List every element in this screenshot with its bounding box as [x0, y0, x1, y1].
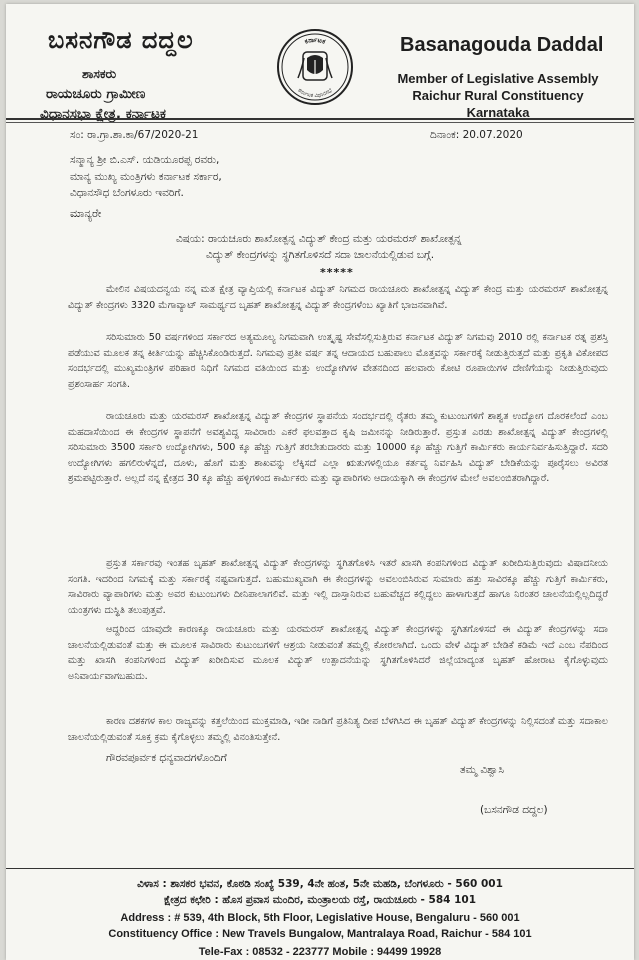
state-en: Karnataka	[466, 105, 530, 120]
constituency-en: Raichur Rural Constituency	[412, 88, 584, 103]
signature-name: (ಬಸನಗೌಡ ದದ್ದಲ)	[480, 804, 548, 816]
body-paragraph-5: ಆದ್ದರಿಂದ ಯಾವುದೇ ಕಾರಣಕ್ಕೂ ರಾಯಚೂರು ಮತ್ತು ಯರಮರಸ್ ಶಾಖೋತ್ಪನ್ನ ವಿದ್ಯುತ್ ಕೇಂದ್ರಗಳನ್ನು ಸ್ಥಗಿತಗೊಳಿಸದೆ ಈ ವಿದ್ಯುತ್ ಕೇಂದ್ರಗಳನ್ನು ಸದಾ ಚಾಲನೆಯಲ್ಲಿಡುವಂತೆ ಮತ್ತು ಈ ಮೂಲಕ ಸಾವಿರಾರು ಕುಟುಂಬಗಳಿಗೆ ಆಶ್ರಯ ನೀಡುವಂತೆ ತಮ್ಮಲ್ಲಿ ಕೋರಲಾಗಿದೆ. ಒಂದು ವೇಳೆ ವಿದ್ಯುತ್ ಬೇಡಿಕೆ ಕಡಿಮೆ ಇದೆ ಎಂಬ ನೆಪದಿಂದ ಮತ್ತು ಖಾಸಗಿ ಕಂಪನಿಗಳಿಂದ ವಿದ್ಯುತ್ ಖರೀದಿಸುವ ಮೂಲಕ ವಿದ್ಯುತ್ ಉತ್ಪಾದನೆಯನ್ನು ಸ್ಥಗಿತಗೊಳಿಸಿದರೆ ಜಿಲ್ಲೆಯಾದ್ಯಂತ ಬೃಹತ್ ಹೋರಾಟ ಕೈಗೊಳ್ಳುವುದು ಅನಿವಾರ್ಯವಾಗಬಹುದು.	[68, 624, 608, 682]
footer-office-kn: ಕ್ಷೇತ್ರದ ಕಛೇರಿ : ಹೊಸ ಪ್ರವಾಸ ಮಂದಿರ, ಮಂತ್ರಾಲಯ ರಸ್ತೆ, ರಾಯಚೂರು - 584 101	[163, 894, 477, 906]
separator-stars: *****	[320, 266, 354, 279]
addressee-line: ಸನ್ಮಾನ್ಯ ಶ್ರೀ ಬಿ.ಎಸ್. ಯಡಿಯೂರಪ್ಪ ರವರು,	[70, 154, 220, 166]
body-paragraph-6: ಕಾರಣ ದಶಕಗಳ ಕಾಲ ರಾಜ್ಯವನ್ನು ಕತ್ತಲೆಯಿಂದ ಮುಕ್ತಮಾಡಿ, ಇಡೀ ನಾಡಿಗೆ ಪ್ರತಿನಿತ್ಯ ದೀಪ ಬೆಳಗಿಸಿದ ಈ ಬೃಹತ್ ವಿದ್ಯುತ್ ಕೇಂದ್ರಗಳನ್ನು ನಿಲ್ಲಿಸದಂತೆ ಮತ್ತು ಸದಾಕಾಲ ಚಾಲನೆಯಲ್ಲಿಡುವಂತೆ ಸೂಕ್ತ ಕ್ರಮ ಕೈಗೊಳ್ಳಲು ತಮ್ಮಲ್ಲಿ ವಿನಂತಿಸುತ್ತೇನೆ.	[68, 716, 608, 743]
region-kn: ವಿಧಾನಸಭಾ ಕ್ಷೇತ್ರ, ಕರ್ನಾಟಕ	[40, 106, 166, 122]
letterhead-english	[388, 34, 628, 120]
header-divider	[6, 118, 634, 120]
subject-block	[176, 231, 596, 263]
salutation: ಮಾನ್ಯರೇ	[70, 207, 102, 220]
emblem-bottom-text: ಕರ್ನಾಟಕ ವಿಧಾನಸಭೆ	[296, 87, 334, 100]
body-paragraph-2: ಸರಿಸುಮಾರು 50 ವರ್ಷಗಳಿಂದ ಸರ್ಕಾರದ ಅತ್ಯಮೂಲ್ಯ ನಿಗಮವಾಗಿ ಉತ್ಕೃಷ್ಟ ಸೇವೆಸಲ್ಲಿಸುತ್ತಿರುವ ಕರ್ನಾಟಕ ವಿದ್ಯುತ್ ನಿಗಮವು 2010 ರಲ್ಲಿ ಕರ್ನಾಟಕ ರತ್ನ ಪ್ರಶಸ್ತಿ ಪಡೆಯುವ ಮೂಲಕ ತನ್ನ ಕೀರ್ತಿಯನ್ನು ಹೆಚ್ಚಿಸಿಕೊಂಡಿರುತ್ತದೆ. ನಿಗಮವು ಪ್ರತೀ ವರ್ಷ ತನ್ನ ಆದಾಯದ ಬಹುಪಾಲು ಮೊತ್ತವನ್ನು ಸರ್ಕಾರಕ್ಕೆ ನೀಡುತ್ತಿರುತ್ತದೆ ಮತ್ತು ಪ್ರಕೃತಿ ವಿಕೋಪದ ಸಂದರ್ಭದಲ್ಲಿ ಮುಖ್ಯಮಂತ್ರಿಗಳ ಪರಿಹಾರ ನಿಧಿಗೆ ನಿಗಮದ ವತಿಯಿಂದ ಮತ್ತು ಉದ್ಯೋಗಿಗಳ ವೇತನದಿಂದ ಹಲವಾರು ಕೋಟಿ ರೂಪಾಯಿಗಳ ದೇಣಿಗೆಯನ್ನು ನೀಡುತ್ತಿರುವುದು ಪ್ರಶಂಸಾರ್ಹ ಸಂಗತಿ.	[68, 332, 608, 390]
reference-number: ಸಂ: ರಾ.ಗ್ರಾ.ಶಾ.ಕಾ/67/2020-21	[70, 129, 199, 141]
subject-line: ವಿದ್ಯುತ್ ಕೇಂದ್ರಗಳನ್ನು ಸ್ಥಗಿತಗೊಳಿಸದೆ ಸದಾ ಚಾಲನೆಯಲ್ಲಿಡುವ ಬಗ್ಗೆ.	[206, 249, 435, 261]
letter-date: ದಿನಾಂಕ: 20.07.2020	[430, 129, 523, 141]
mla-title-kn: ಶಾಸಕರು	[82, 66, 117, 81]
footer-divider	[6, 868, 634, 869]
constituency-kn: ರಾಯಚೂರು ಗ್ರಾಮೀಣ	[46, 86, 146, 102]
addressee-line: ಮಾನ್ಯ ಮುಖ್ಯ ಮಂತ್ರಿಗಳು ಕರ್ನಾಟಕ ಸರ್ಕಾರ,	[70, 170, 222, 183]
body-paragraph-3: ರಾಯಚೂರು ಮತ್ತು ಯರಮರಸ್ ಶಾಖೋತ್ಪನ್ನ ವಿದ್ಯುತ್ ಕೇಂದ್ರಗಳ ಸ್ಥಾಪನೆಯ ಸಂದರ್ಭದಲ್ಲಿ ರೈತರು ತಮ್ಮ ಕುಟುಂಬಗಳಿಗೆ ಶಾಶ್ವತ ಉದ್ಯೋಗ ದೊರಕಲೆಂದೆ ಎಂಬ ಮಹದಾಸೆಯಿಂದ ಈ ಕೇಂದ್ರಗಳ ಸ್ಥಾಪನೆಗೆ ಅವಶ್ಯವಿದ್ದ ಸಾವಿರಾರು ಎಕರೆ ಫಲವತ್ತಾದ ಕೃಷಿ ಜಮೀನನ್ನು ನೀಡಿರುತ್ತಾರೆ. ಪ್ರಸ್ತುತ ಎರಡು ಶಾಖೋತ್ಪನ್ನ ವಿದ್ಯುತ್ ಕೇಂದ್ರಗಳಲ್ಲಿ ಸರಿಸುಮಾರು 3500 ಸರ್ಕಾರಿ ಉದ್ಯೋಗಿಗಳು, 500 ಕ್ಕೂ ಹೆಚ್ಚು ಗುತ್ತಿಗೆ ತರಬೇತುದಾರರು ಮತ್ತು 10000 ಕ್ಕೂ ಹೆಚ್ಚು ಗುತ್ತಿಗೆ ಕಾರ್ಮಿಕರು ಕಾರ್ಯನಿರ್ವಹಿಸುತ್ತಿದ್ದಾರೆ. ಸದರಿ ಉದ್ಯೋಗಿಗಳು ಹಗಲಿರುಳೆನ್ನದೆ, ದೂಳು, ಹೊಗೆ ಮತ್ತು ಶಾಖವನ್ನು ಲೆಕ್ಕಿಸದೆ ಎಲ್ಲಾ ಋತುಗಳಲ್ಲಿಯೂ ಕರ್ತವ್ಯ ನಿರ್ವಹಿಸಿ ವಿದ್ಯುತ್ ಬೇಡಿಕೆಯನ್ನು ಪೂರೈಸಲು ಅವಿರತ ಶ್ರಮಪಟ್ಟಿರುತ್ತಾರೆ. ಅಲ್ಲದೆ ನನ್ನ ಕ್ಷೇತ್ರದ 30 ಕ್ಕೂ ಹೆಚ್ಚು ಹಳ್ಳಿಗಳಿಂದ ಕಾರ್ಮಿಕರು ಮತ್ತು ವ್ಯಾಪಾರಿಗಳು ಆದಾಯಕ್ಕಾಗಿ ಈ ಕೇಂದ್ರಗಳ ಮೇಲೆ ಅವಲಂಬಿತರಾಗಿದ್ದಾರೆ.	[68, 411, 608, 485]
addressee-block	[70, 152, 222, 202]
karnataka-assembly-emblem-icon	[276, 28, 354, 106]
footer-phone-en: Tele-Fax : 08532 - 223777 Mobile : 94499 19928	[198, 946, 442, 958]
body-paragraph-4: ಪ್ರಸ್ತುತ ಸರ್ಕಾರವು ಇಂತಹ ಬೃಹತ್ ಶಾಖೋತ್ಪನ್ನ ವಿದ್ಯುತ್ ಕೇಂದ್ರಗಳನ್ನು ಸ್ಥಗಿತಗೊಳಿಸಿ ಇತರೆ ಖಾಸಗಿ ಕಂಪನಿಗಳಿಂದ ವಿದ್ಯುತ್ ಖರೀದಿಸುತ್ತಿರುವುದು ವಿಷಾದನೀಯ ಸಂಗತಿ. ಇದರಿಂದ ನಿಗಮಕ್ಕೆ ಮತ್ತು ಸರ್ಕಾರಕ್ಕೆ ನಷ್ಟವಾಗುತ್ತದೆ. ಬಹುಮುಖ್ಯವಾಗಿ ಈ ಕೇಂದ್ರಗಳನ್ನು ಅವಲಂಬಿಸಿರುವ ಸುಮಾರು ಹತ್ತು ಸಾವಿರಕ್ಕೂ ಹೆಚ್ಚು ಗುತ್ತಿಗೆ ಕಾರ್ಮಿಕರು, ಸಾವಿರಾರು ವ್ಯಾಪಾರಿಗಳು ಮತ್ತು ಅವರ ಕುಟುಂಬಗಳು ದೀನಿಪಾಲಾಗಲಿವೆ. ಮತ್ತು ಇಲ್ಲಿ ದಾಸ್ತಾನಿರುವ ಬಹುವೆಚ್ಚದ ಕಲ್ಲಿದ್ದಲು ಹಾಳಾಗುತ್ತದೆ ಹಾಗೂ ನಿರಂತರ ಚಾಲನೆಯಲ್ಲಿಲ್ಲದಿದ್ದರೆ ಯಂತ್ರಗಳು ದುಸ್ಥಿತಿ ತಲುಪುತ್ತವೆ.	[68, 558, 608, 616]
subject-line: ವಿಷಯ: ರಾಯಚೂರು ಶಾಖೋತ್ಪನ್ನ ವಿದ್ಯುತ್ ಕೇಂದ್ರ ಮತ್ತು ಯರಮರಸ್ ಶಾಖೋತ್ಪನ್ನ	[176, 233, 462, 245]
mla-title-en: Member of Legislative Assembly	[397, 71, 599, 86]
svg-text:ಕರ್ನಾಟಕ	[304, 36, 327, 46]
emblem-top-text: ಕರ್ನಾಟಕ	[303, 35, 327, 46]
closing-thanks: ಗೌರವಪೂರ್ವಕ ಧನ್ಯವಾದಗಳೊಂದಿಗೆ	[106, 752, 227, 764]
mla-name-kn: ಬಸನಗೌಡ ದದ್ದಲ	[48, 26, 194, 54]
header-divider-thin	[6, 122, 634, 123]
body-paragraph-1: ಮೇಲಿನ ವಿಷಯದನ್ವಯ ನನ್ನ ಮತ ಕ್ಷೇತ್ರ ವ್ಯಾಪ್ತಿಯಲ್ಲಿ ಕರ್ನಾಟಕ ವಿದ್ಯುತ್ ನಿಗಮದ ರಾಯಚೂರು ಶಾಖೋತ್ಪನ್ನ ವಿದ್ಯುತ್ ಕೇಂದ್ರ ಮತ್ತು ಯರಮರಸ್ ಶಾಖೋತ್ಪನ್ನ ವಿದ್ಯುತ್ ಕೇಂದ್ರಗಳು 3320 ಮೆಗಾವ್ಯಾಟ್ ಸಾಮರ್ಥ್ಯದ ಬೃಹತ್ ಶಾಖೋತ್ಪನ್ನ ವಿದ್ಯುತ್ ಕೇಂದ್ರಗಳೆಂಬ ಖ್ಯಾತಿಗೆ ಭಾಜನವಾಗಿವೆ.	[68, 284, 608, 311]
closing-yours: ತಮ್ಮ ವಿಶ್ವಾಸಿ	[460, 764, 505, 776]
footer-address-kn: ವಿಳಾಸ : ಶಾಸಕರ ಭವನ, ಕೊಠಡಿ ಸಂಖ್ಯೆ 539, 4ನೇ ಹಂತ, 5ನೇ ಮಹಡಿ, ಬೆಂಗಳೂರು - 560 001	[137, 878, 503, 890]
letter-sheet	[6, 4, 634, 960]
mla-name-en: Basanagouda Daddal	[400, 34, 604, 56]
letterhead-kannada	[40, 26, 240, 122]
footer-address-en: Address : # 539, 4th Block, 5th Floor, Legislative House, Bengaluru - 560 001	[120, 912, 520, 924]
footer-office-en: Constituency Office : New Travels Bungalow, Mantralaya Road, Raichur - 584 101	[108, 928, 532, 940]
addressee-line: ವಿಧಾನಸೌಧ ಬೆಂಗಳೂರು ಇವರಿಗೆ.	[70, 187, 184, 199]
